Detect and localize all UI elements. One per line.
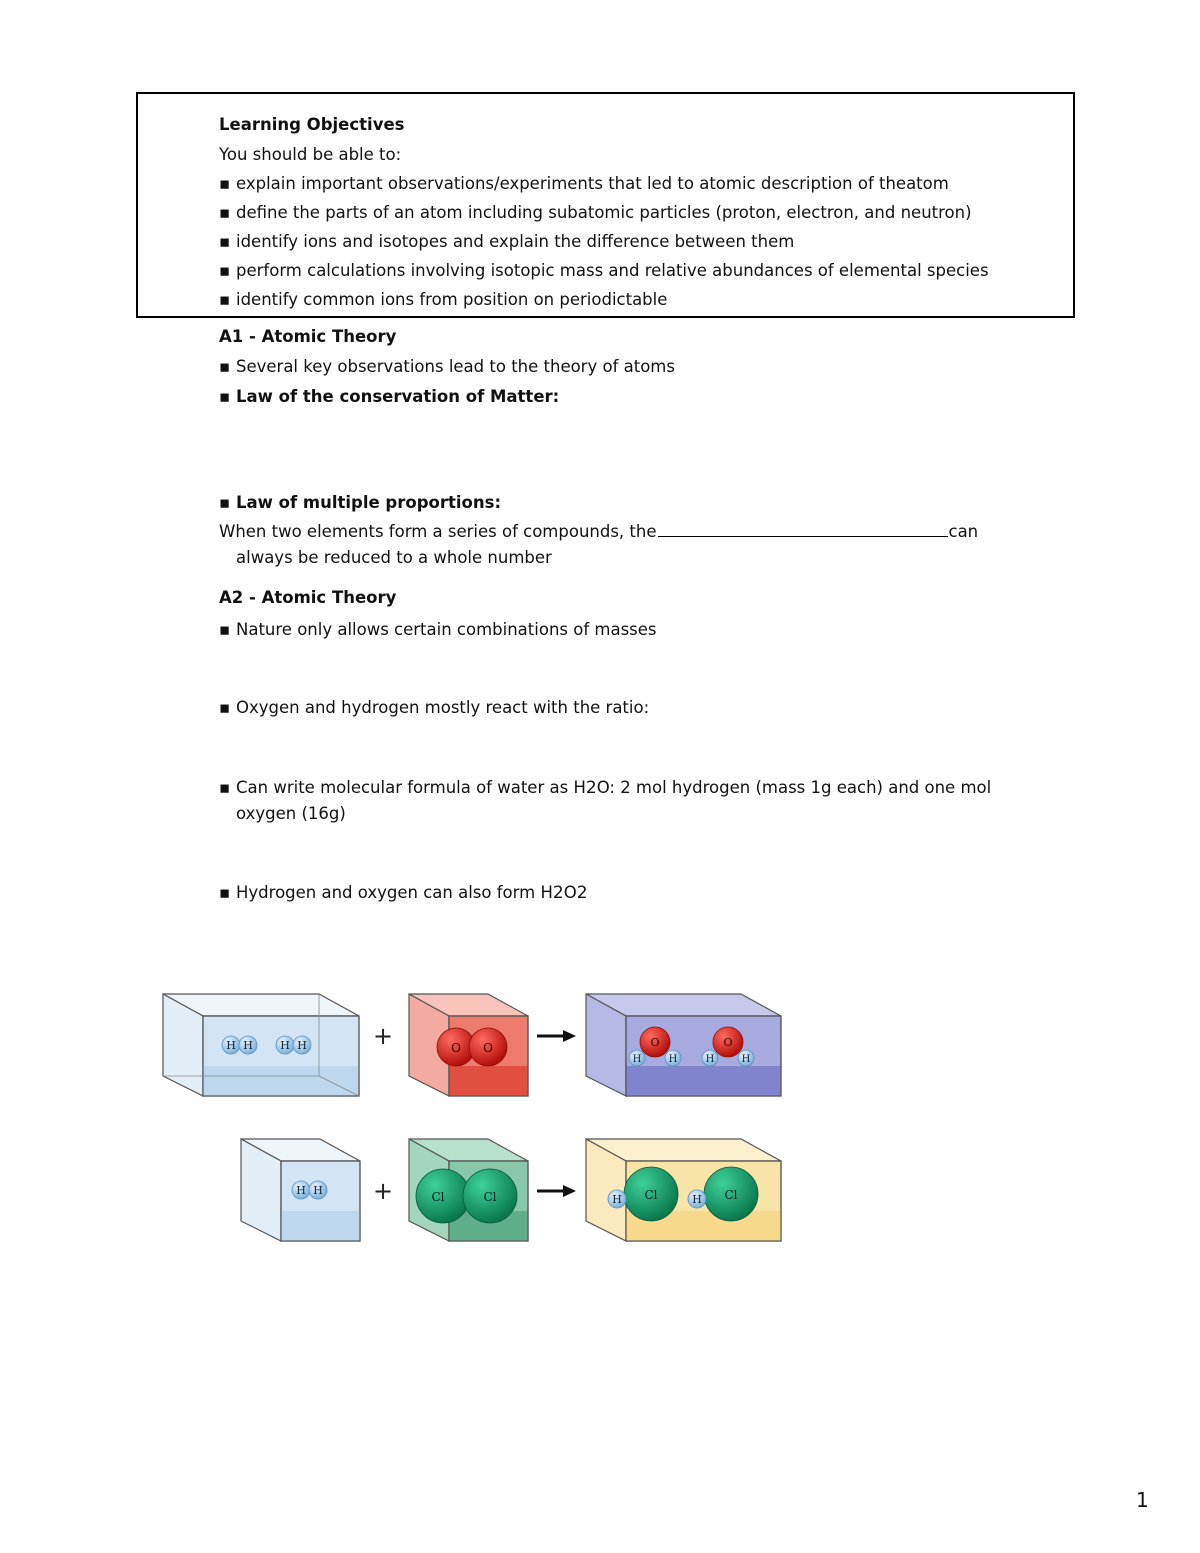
reaction-arrow bbox=[537, 1030, 576, 1042]
a2-bullet-water: ▪ Can write molecular formula of water as H2O: 2 mol hydrogen (mass 1g each) and one mol bbox=[219, 778, 992, 798]
page-number: 1 bbox=[1136, 1488, 1149, 1512]
atom-label-o: O bbox=[451, 1041, 461, 1055]
objectives-title: Learning Objectives bbox=[219, 115, 405, 134]
hydrogen-box bbox=[163, 994, 359, 1096]
a1-sentence-cont: always be reduced to a whole number bbox=[236, 548, 552, 567]
a2-bullet: ▪ Nature only allows certain combinations of masses bbox=[219, 620, 657, 639]
objectives-intro: You should be able to: bbox=[219, 145, 402, 164]
atom-label-o: O bbox=[723, 1036, 733, 1049]
plus-sign: + bbox=[372, 1177, 394, 1205]
atom-label-h: H bbox=[612, 1193, 622, 1206]
atom-label-h: H bbox=[296, 1184, 306, 1197]
atom-label-cl: Cl bbox=[483, 1190, 497, 1204]
a1-bullet-law-conservation: ▪ Law of the conservation of Matter: bbox=[219, 387, 560, 406]
atom-label-h: H bbox=[243, 1039, 253, 1052]
atom-label-h: H bbox=[692, 1193, 702, 1206]
atom-label-o: O bbox=[650, 1036, 660, 1049]
atom-label-o: O bbox=[483, 1041, 493, 1055]
a1-heading: A1 - Atomic Theory bbox=[219, 327, 397, 346]
a1-bullet: ▪ Several key observations lead to the theory of atoms bbox=[219, 357, 675, 376]
atom-label-h: H bbox=[741, 1054, 751, 1065]
a2-heading: A2 - Atomic Theory bbox=[219, 588, 397, 607]
reaction-arrow bbox=[537, 1185, 576, 1197]
water-box bbox=[586, 994, 781, 1096]
objective-item: ▪ define the parts of an atom including subatomic particles (proton, electron, and neutron) bbox=[219, 203, 972, 222]
a2-bullet: ▪ Oxygen and hydrogen mostly react with the ratio: bbox=[219, 698, 650, 717]
atom-label-h: H bbox=[668, 1054, 678, 1065]
atom-label-cl: Cl bbox=[431, 1190, 445, 1204]
atom-label-h: H bbox=[280, 1039, 290, 1052]
objective-item: ▪ perform calculations involving isotopic mass and relative abundances of elemental species bbox=[219, 261, 989, 280]
atom-label-cl: Cl bbox=[724, 1188, 738, 1202]
a1-sentence: When two elements form a series of compounds, the can bbox=[219, 522, 979, 541]
objective-item: ▪ identify common ions from position on periodictable bbox=[219, 290, 668, 309]
a2-bullet-water-cont: oxygen (16g) bbox=[236, 804, 346, 823]
atom-label-h: H bbox=[297, 1039, 307, 1052]
a1-bullet-law-multiple: ▪ Law of multiple proportions: bbox=[219, 493, 502, 512]
objective-item: ▪ identify ions and isotopes and explain the difference between them bbox=[219, 232, 795, 251]
atom-label-h: H bbox=[313, 1184, 323, 1197]
atom-label-h: H bbox=[632, 1054, 642, 1065]
atom-label-cl: Cl bbox=[644, 1188, 658, 1202]
atom-label-h: H bbox=[226, 1039, 236, 1052]
a2-bullet-peroxide: ▪ Hydrogen and oxygen can also form H2O2 bbox=[219, 883, 588, 903]
objective-item: ▪ explain important observations/experiments that led to atomic description of theatom bbox=[219, 174, 949, 193]
atom-label-h: H bbox=[705, 1054, 715, 1065]
plus-sign: + bbox=[372, 1022, 394, 1050]
